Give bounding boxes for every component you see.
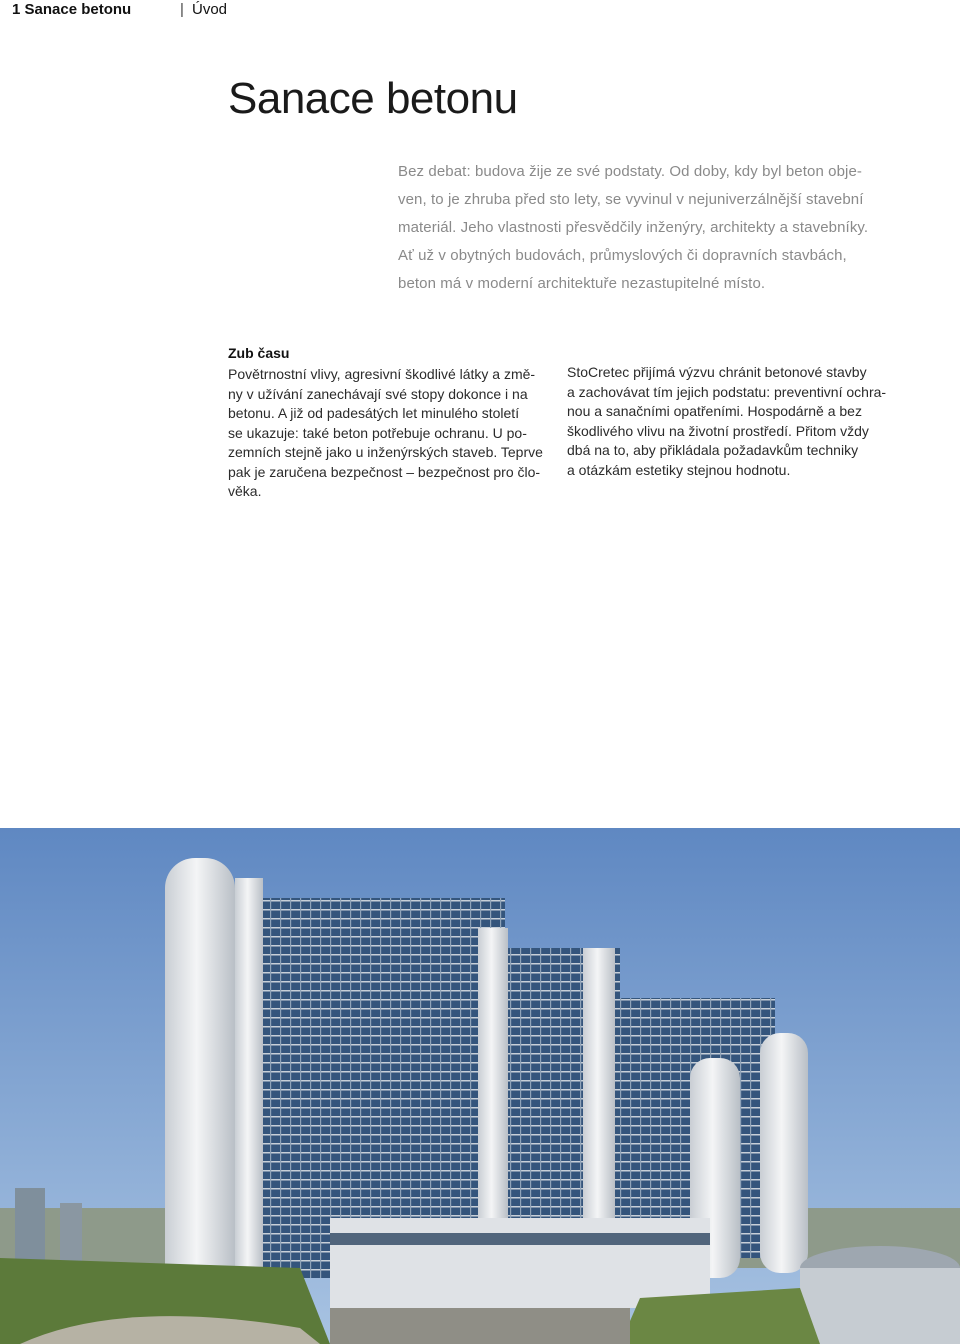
text-line: StoCretec přijímá výzvu chránit betonové stavby	[567, 364, 867, 380]
left-body-text	[228, 365, 548, 502]
lead-paragraph	[398, 158, 888, 298]
text-line: a zachovávat tím jejich podstatu: preventivní ochra-	[567, 383, 887, 400]
header-separator: |	[180, 1, 184, 18]
core-mid	[478, 928, 508, 1268]
text-line: dbá na to, aby přikládala požadavkům techniky	[567, 442, 859, 458]
text-line: nou a sanačními opatřeními. Hospodárně a bez	[567, 403, 862, 419]
parking	[330, 1308, 630, 1344]
core-right-2	[760, 1033, 808, 1273]
building-photo	[0, 828, 960, 1344]
right-body-text	[567, 363, 897, 480]
running-header	[0, 0, 940, 22]
left-column	[228, 344, 548, 502]
right-column	[567, 363, 897, 480]
text-line: zemních stejně jako u inženýrských staveb. Teprve	[228, 444, 543, 460]
page-title: Sanace betonu	[228, 74, 518, 123]
chapter-label: 1 Sanace betonu	[12, 1, 132, 18]
lead-line: Ať už v obytných budovách, průmyslových či dopravních stavbách,	[398, 247, 847, 264]
distant-tower-2	[60, 1203, 82, 1268]
text-line: věka.	[228, 483, 262, 499]
rotunda	[800, 1268, 960, 1344]
section-heading: Zub času	[228, 345, 290, 361]
core-left	[165, 858, 235, 1298]
core-left-2	[235, 878, 263, 1288]
core-mid-2	[583, 948, 615, 1258]
podium	[330, 1218, 710, 1308]
lead-line: materiál. Jeho vlastnosti přesvědčily inženýry, architekty a stavebníky.	[398, 219, 869, 236]
lead-line: Bez debat: budova žije ze své podstaty. Od doby, kdy byl beton obje-	[398, 163, 863, 180]
podium-windows	[330, 1233, 710, 1245]
text-line: betonu. A již od padesátých let minulého století	[228, 405, 520, 421]
text-line: se ukazuje: také beton potřebuje ochranu. U po-	[228, 424, 527, 441]
text-line: škodlivého vlivu na životní prostředí. Přitom vždy	[567, 422, 869, 439]
lead-line: ven, to je zhruba před sto lety, se vyvinul v nejuniverzálnější stavební	[398, 191, 864, 208]
text-line: Povětrnostní vlivy, agresivní škodlivé látky a změ-	[228, 366, 536, 382]
text-line: ny v užívání zanechávají své stopy dokonce i na	[228, 385, 528, 402]
text-line: a otázkám estetiky stejnou hodnotu.	[567, 461, 791, 478]
distant-tower-1	[15, 1188, 45, 1268]
section-label: Úvod	[192, 1, 228, 18]
lead-line: beton má v moderní architektuře nezastupitelné místo.	[398, 275, 766, 292]
text-line: pak je zaručena bezpečnost – bezpečnost pro člo-	[228, 463, 541, 480]
